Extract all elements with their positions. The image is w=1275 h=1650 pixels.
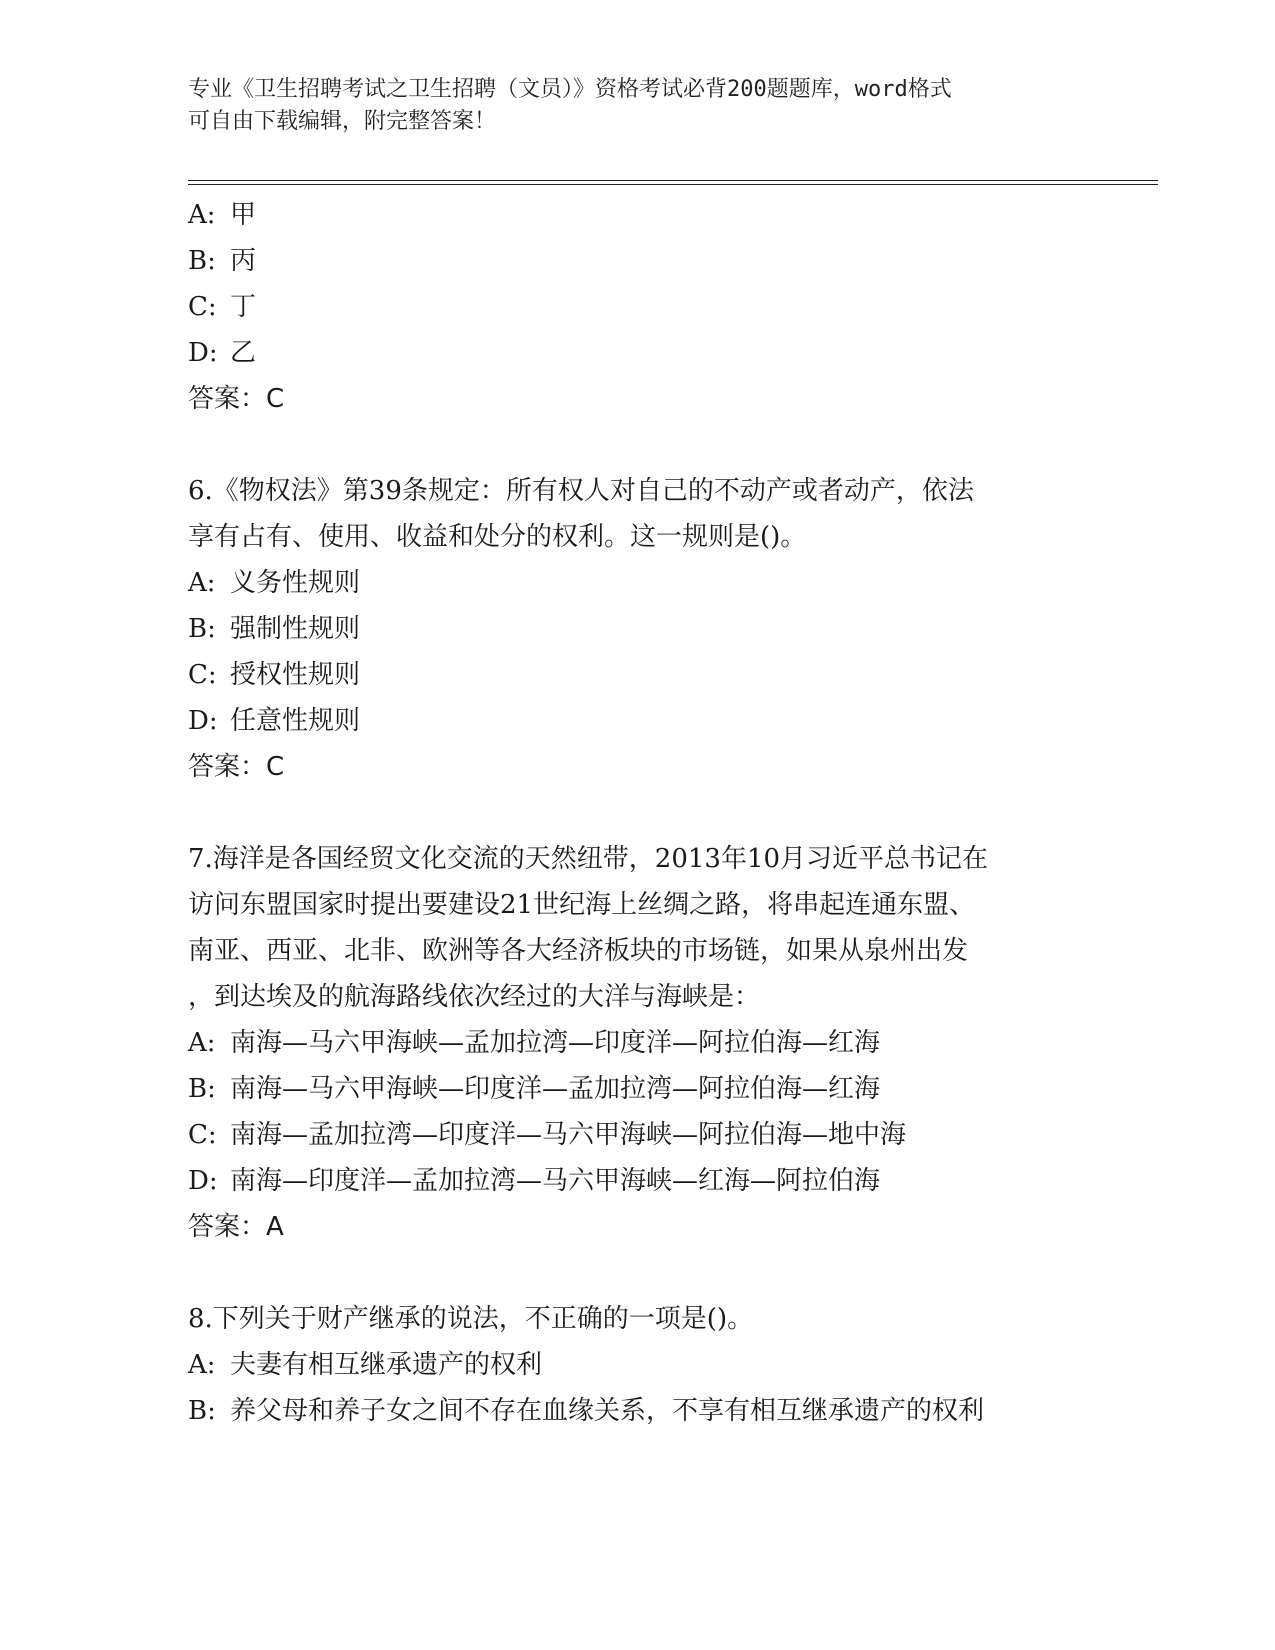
- option-label: D:: [188, 338, 218, 368]
- option-label: B:: [188, 1396, 216, 1426]
- option-text: 甲: [230, 200, 257, 230]
- option-b: [188, 1388, 1088, 1434]
- option-label: B:: [188, 614, 216, 644]
- option-text: 授权性规则: [230, 660, 361, 690]
- option-text: 乙: [230, 338, 257, 368]
- question-6: [188, 468, 1088, 790]
- question-stem-line: 7.海洋是各国经贸文化交流的天然纽带，2013年10月习近平总书记在: [188, 844, 989, 874]
- header-rule-bottom: [188, 184, 1158, 185]
- option-text: 南海—马六甲海峡—印度洋—孟加拉湾—阿拉伯海—红海: [230, 1074, 881, 1104]
- option-label: B:: [188, 246, 216, 276]
- option-d: [188, 698, 1088, 744]
- option-d: [188, 1158, 1088, 1204]
- option-d: [188, 330, 1088, 376]
- option-text: 南海—印度洋—孟加拉湾—马六甲海峡—红海—阿拉伯海: [230, 1166, 881, 1196]
- document-header: [188, 74, 1088, 138]
- option-a: [188, 1342, 1088, 1388]
- option-text: 任意性规则: [230, 706, 361, 736]
- question-5: [188, 192, 1088, 422]
- option-text: 义务性规则: [230, 568, 361, 598]
- question-stem-line: 享有占有、使用、收益和处分的权利。这一规则是()。: [188, 522, 807, 552]
- spacer: [188, 422, 1088, 468]
- option-text: 夫妻有相互继承遗产的权利: [230, 1350, 543, 1380]
- option-label: A:: [188, 200, 216, 230]
- option-text: 丙: [230, 246, 257, 276]
- header-rule-top: [188, 180, 1158, 181]
- option-b: [188, 1066, 1088, 1112]
- option-label: D:: [188, 706, 218, 736]
- question-8: [188, 1296, 1088, 1434]
- question-stem-line: 访问东盟国家时提出要建设21世纪海上丝绸之路，将串起连通东盟、: [188, 890, 976, 920]
- option-label: C:: [188, 660, 217, 690]
- header-line-2: 可自由下载编辑，附完整答案！: [188, 109, 497, 134]
- question-stem-line: 南亚、西亚、北非、欧洲等各大经济板块的市场链，如果从泉州出发: [188, 936, 969, 966]
- question-list: [188, 192, 1088, 1434]
- option-label: A:: [188, 1028, 216, 1058]
- question-7: [188, 836, 1088, 1250]
- option-text: 南海—孟加拉湾—印度洋—马六甲海峡—阿拉伯海—地中海: [230, 1120, 907, 1150]
- option-label: C:: [188, 292, 217, 322]
- question-stem-line: ，到达埃及的航海路线依次经过的大洋与海峡是：: [188, 982, 761, 1012]
- answer: 答案：C: [188, 752, 285, 782]
- question-stem-line: 6.《物权法》第39条规定：所有权人对自己的不动产或者动产，依法: [188, 476, 974, 506]
- option-c: [188, 652, 1088, 698]
- spacer: [188, 1250, 1088, 1296]
- option-label: A:: [188, 568, 216, 598]
- header-line-1: 专业《卫生招聘考试之卫生招聘（文员）》资格考试必背200题题库，word格式: [188, 77, 952, 102]
- option-text: 强制性规则: [230, 614, 361, 644]
- option-a: [188, 560, 1088, 606]
- option-text: 丁: [230, 292, 257, 322]
- option-a: [188, 192, 1088, 238]
- question-stem-line: 8.下列关于财产继承的说法，不正确的一项是()。: [188, 1304, 754, 1334]
- option-b: [188, 606, 1088, 652]
- option-b: [188, 238, 1088, 284]
- spacer: [188, 790, 1088, 836]
- option-label: B:: [188, 1074, 216, 1104]
- option-c: [188, 284, 1088, 330]
- answer: 答案：A: [188, 1212, 284, 1242]
- option-label: C:: [188, 1120, 217, 1150]
- option-label: D:: [188, 1166, 218, 1196]
- option-a: [188, 1020, 1088, 1066]
- option-text: 养父母和养子女之间不存在血缘关系，不享有相互继承遗产的权利: [230, 1396, 985, 1426]
- option-label: A:: [188, 1350, 216, 1380]
- answer: 答案：C: [188, 384, 285, 414]
- option-text: 南海—马六甲海峡—孟加拉湾—印度洋—阿拉伯海—红海: [230, 1028, 881, 1058]
- option-c: [188, 1112, 1088, 1158]
